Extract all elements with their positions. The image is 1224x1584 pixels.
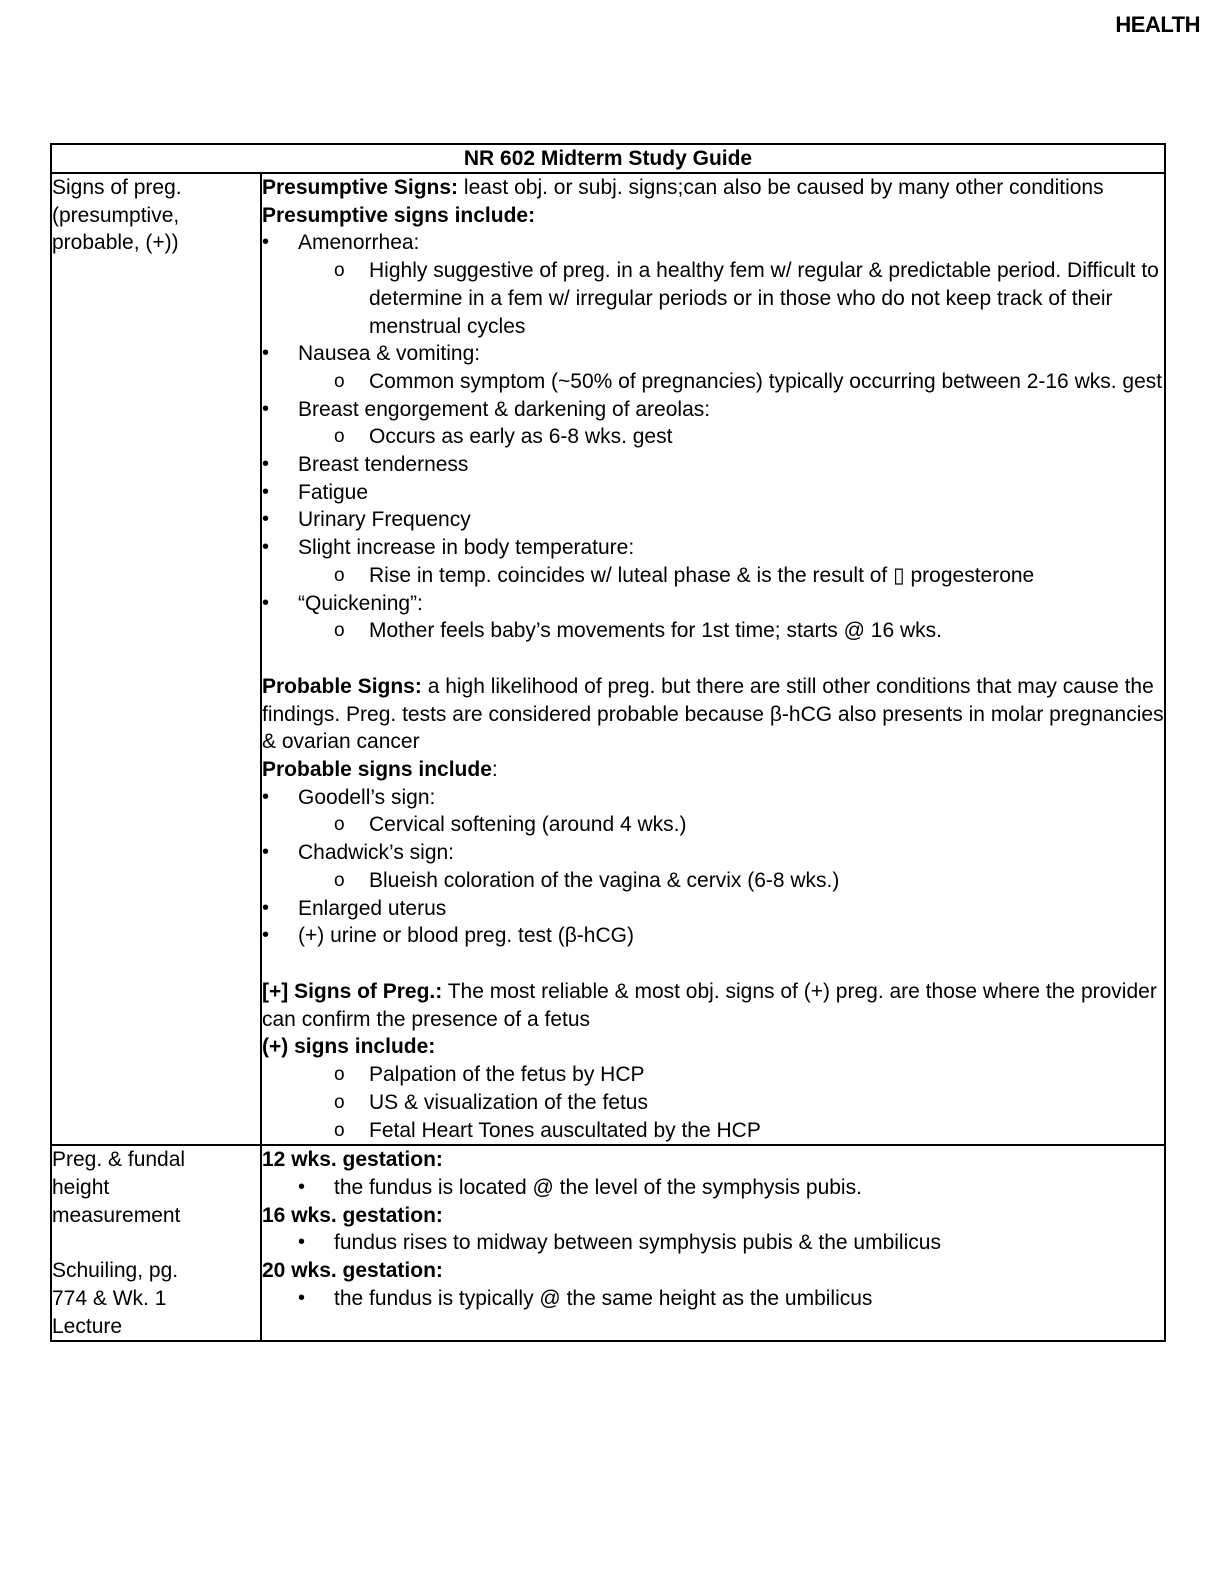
list-item: • (+) urine or blood preg. test (β-hCG) — [262, 922, 1164, 950]
fundal-list — [262, 1229, 1164, 1257]
section-heading: Probable Signs: — [262, 674, 422, 698]
section-intro — [262, 174, 1164, 202]
sub-item: o Palpation of the fetus by HCP — [262, 1061, 1164, 1089]
section-text: a high likelihood of preg. but there are still other conditions that may cause the findings. Preg. tests are considered probable because β-hCG also presents in molar pregnancies & ovarian cancer — [262, 674, 1164, 754]
topic-line: Schuiling, pg. — [52, 1259, 179, 1283]
section-text: The most reliable & most obj. signs of (+) preg. are those where the provider can confirm the presence of a fetus — [262, 979, 1157, 1031]
list-item: • Urinary Frequency — [262, 506, 1164, 534]
topic-line: Lecture — [52, 1314, 123, 1338]
include-label: Presumptive signs include: — [262, 203, 536, 227]
list-item: • Fatigue — [262, 479, 1164, 507]
topic-line: measurement — [52, 1203, 181, 1227]
topic-line: (presumptive, — [52, 203, 180, 227]
list-item: • fundus rises to midway between symphysis pubis & the umbilicus — [262, 1229, 1164, 1257]
sub-item: o Rise in temp. coincides w/ luteal phase & is the result of ▯ progesterone — [262, 562, 1164, 590]
list-item: • Amenorrhea: — [262, 229, 1164, 257]
sub-item: o Blueish coloration of the vagina & cervix (6-8 wks.) — [262, 867, 1164, 895]
section-heading: Presumptive Signs: — [262, 176, 459, 199]
header-label: HEALTH — [1115, 12, 1200, 37]
include-label-line — [262, 756, 1164, 784]
topic-line: height — [52, 1175, 110, 1199]
list-item: • Nausea & vomiting: — [262, 340, 1164, 368]
sub-item: o Fetal Heart Tones auscultated by the HCP — [262, 1117, 1164, 1145]
topic-cell — [51, 1145, 261, 1341]
section-heading: [+] Signs of Preg.: — [262, 979, 443, 1003]
sub-item: o Mother feels baby’s movements for 1st time; starts @ 16 wks. — [262, 617, 1164, 645]
positive-list — [262, 1061, 1164, 1144]
sub-item: o US & visualization of the fetus — [262, 1089, 1164, 1117]
include-suffix: : — [491, 758, 498, 782]
topic-line: Signs of preg. — [52, 176, 182, 199]
table-title: NR 602 Midterm Study Guide — [51, 144, 1165, 173]
table-row — [51, 1145, 1165, 1341]
list-item: • Slight increase in body temperature: — [262, 534, 1164, 562]
fundal-list — [262, 1285, 1164, 1313]
spacer — [262, 645, 1164, 673]
list-item: • Goodell’s sign: — [262, 784, 1164, 812]
sub-item: o Cervical softening (around 4 wks.) — [262, 811, 1164, 839]
list-item: • Enlarged uterus — [262, 895, 1164, 923]
section-text: least obj. or subj. signs;can also be caused by many other conditions — [458, 176, 1104, 199]
list-item: • “Quickening”: — [262, 590, 1164, 618]
study-guide-table — [50, 143, 1166, 1342]
list-item: • the fundus is located @ the level of the symphysis pubis. — [262, 1174, 1164, 1202]
table-row — [51, 173, 1165, 1145]
section-heading: 12 wks. gestation: — [262, 1148, 443, 1172]
list-item: • Chadwick’s sign: — [262, 839, 1164, 867]
topic-line: 774 & Wk. 1 — [52, 1287, 167, 1311]
list-item: • the fundus is typically @ the same height as the umbilicus — [262, 1285, 1164, 1313]
section-intro — [262, 673, 1164, 756]
content-cell — [261, 173, 1165, 1145]
topic-line: Preg. & fundal — [52, 1148, 186, 1172]
section-heading: 16 wks. gestation: — [262, 1203, 443, 1227]
topic-line: probable, (+)) — [52, 231, 179, 255]
presumptive-list — [262, 229, 1164, 645]
topic-cell — [51, 173, 261, 1145]
include-label: Probable signs include — [262, 758, 492, 782]
section-heading: 20 wks. gestation: — [262, 1259, 443, 1283]
spacer — [52, 1229, 260, 1257]
section-intro — [262, 978, 1164, 1033]
list-item: • Breast tenderness — [262, 451, 1164, 479]
sub-item: o Occurs as early as 6-8 wks. gest — [262, 423, 1164, 451]
spacer — [262, 950, 1164, 978]
list-item: • Breast engorgement & darkening of areolas: — [262, 396, 1164, 424]
content-cell — [261, 1145, 1165, 1341]
sub-item: o Highly suggestive of preg. in a healthy fem w/ regular & predictable period. Difficult to determine in a fem w/ irregular periods or in those who do not keep track of their menstrual cycles — [262, 257, 1164, 340]
fundal-list — [262, 1174, 1164, 1202]
include-label: (+) signs include: — [262, 1035, 436, 1059]
sub-item: o Common symptom (~50% of pregnancies) typically occurring between 2-16 wks. gest — [262, 368, 1164, 396]
probable-list — [262, 784, 1164, 950]
